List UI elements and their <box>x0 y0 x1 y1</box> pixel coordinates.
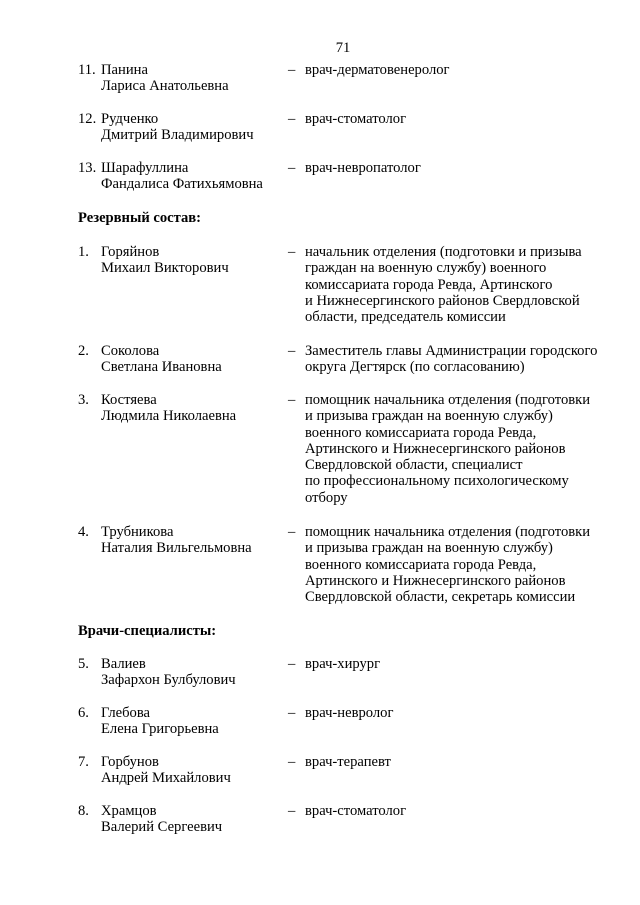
dash: – <box>288 160 296 176</box>
person-name <box>101 392 301 425</box>
dash: – <box>288 656 296 672</box>
position-line: комиссариата города Ревда, Артинского <box>305 276 553 293</box>
surname: Рудченко <box>101 111 159 127</box>
item-number: 11. <box>78 62 96 78</box>
position <box>305 160 623 176</box>
position <box>305 524 623 605</box>
person-name <box>101 62 301 95</box>
item-number: 8. <box>78 803 89 819</box>
item-number: 7. <box>78 754 89 770</box>
position-line: врач-хирург <box>305 656 381 672</box>
person-name <box>101 160 301 193</box>
position <box>305 111 623 127</box>
person-name <box>101 754 301 787</box>
position-line: военного комиссариата города Ревда, <box>305 556 537 573</box>
position-line: начальник отделения (подготовки и призыва <box>305 244 582 260</box>
dash: – <box>288 111 296 127</box>
surname: Горяйнов <box>101 244 160 260</box>
surname: Глебова <box>101 705 150 721</box>
position <box>305 803 623 819</box>
item-number: 3. <box>78 392 89 408</box>
surname: Панина <box>101 62 148 78</box>
position-line: области, председатель комиссии <box>305 309 506 326</box>
item-number: 12. <box>78 111 97 127</box>
position <box>305 343 623 376</box>
given-names: Валерий Сергеевич <box>101 819 223 836</box>
reserve-heading: Резервный состав: <box>78 210 202 226</box>
person-name <box>101 524 301 557</box>
position <box>305 62 623 78</box>
position-line: военного комиссариата города Ревда, <box>305 424 537 441</box>
given-names: Фандалиса Фатихьямовна <box>101 176 263 193</box>
position-line: и Нижнесергинского районов Свердловской <box>305 292 580 309</box>
position-line: врач-терапевт <box>305 754 391 770</box>
surname: Горбунов <box>101 754 159 770</box>
dash: – <box>288 343 296 359</box>
position-line: округа Дегтярск (по согласованию) <box>305 359 525 376</box>
position <box>305 244 623 325</box>
item-number: 2. <box>78 343 89 359</box>
surname: Храмцов <box>101 803 157 819</box>
position-line: врач-невролог <box>305 705 394 721</box>
position-line: и призыва граждан на военную службу) <box>305 408 553 425</box>
surname: Соколова <box>101 343 160 359</box>
position-line: Свердловской области, специалист <box>305 457 523 474</box>
given-names: Людмила Николаевна <box>101 408 237 425</box>
position <box>305 705 623 721</box>
dash: – <box>288 392 296 408</box>
item-number: 6. <box>78 705 89 721</box>
person-name <box>101 705 301 738</box>
doctors-heading: Врачи-специалисты: <box>78 623 217 639</box>
dash: – <box>288 803 296 819</box>
position-line: Заместитель главы Администрации городского <box>305 343 598 359</box>
dash: – <box>288 524 296 540</box>
position-line: врач-стоматолог <box>305 111 407 127</box>
given-names: Светлана Ивановна <box>101 359 222 376</box>
dash: – <box>288 754 296 770</box>
surname: Шарафуллина <box>101 160 189 176</box>
surname: Валиев <box>101 656 146 672</box>
position-line: Свердловской области, секретарь комиссии <box>305 589 576 606</box>
item-number: 13. <box>78 160 97 176</box>
surname: Костяева <box>101 392 157 408</box>
given-names: Михаил Викторович <box>101 260 229 277</box>
position-line: Артинского и Нижнесергинского районов <box>305 572 566 589</box>
given-names: Наталия Вильгельмовна <box>101 540 252 557</box>
dash: – <box>288 62 296 78</box>
given-names: Дмитрий Владимирович <box>101 127 254 144</box>
page-number: 71 <box>335 40 351 56</box>
position-line: врач-стоматолог <box>305 803 407 819</box>
given-names: Андрей Михайлович <box>101 770 231 787</box>
dash: – <box>288 705 296 721</box>
given-names: Зафархон Булбулович <box>101 672 236 689</box>
person-name <box>101 803 301 836</box>
position-line: врач-дерматовенеролог <box>305 62 450 78</box>
person-name <box>101 656 301 689</box>
position-line: Артинского и Нижнесергинского районов <box>305 440 566 457</box>
position-line: и призыва граждан на военную службу) <box>305 540 553 557</box>
position-line: отбору <box>305 489 348 506</box>
position <box>305 754 623 770</box>
item-number: 4. <box>78 524 89 540</box>
dash: – <box>288 244 296 260</box>
position-line: граждан на военную службу) военного <box>305 260 547 277</box>
item-number: 1. <box>78 244 89 260</box>
person-name <box>101 343 301 376</box>
position-line: помощник начальника отделения (подготовки <box>305 392 591 408</box>
item-number: 5. <box>78 656 89 672</box>
position <box>305 392 623 506</box>
given-names: Лариса Анатольевна <box>101 78 229 95</box>
position-line: помощник начальника отделения (подготовки <box>305 524 591 540</box>
position <box>305 656 623 672</box>
surname: Трубникова <box>101 524 174 540</box>
position-line: врач-невропатолог <box>305 160 421 176</box>
given-names: Елена Григорьевна <box>101 721 219 738</box>
person-name <box>101 244 301 277</box>
person-name <box>101 111 301 144</box>
position-line: по профессиональному психологическому <box>305 473 569 490</box>
